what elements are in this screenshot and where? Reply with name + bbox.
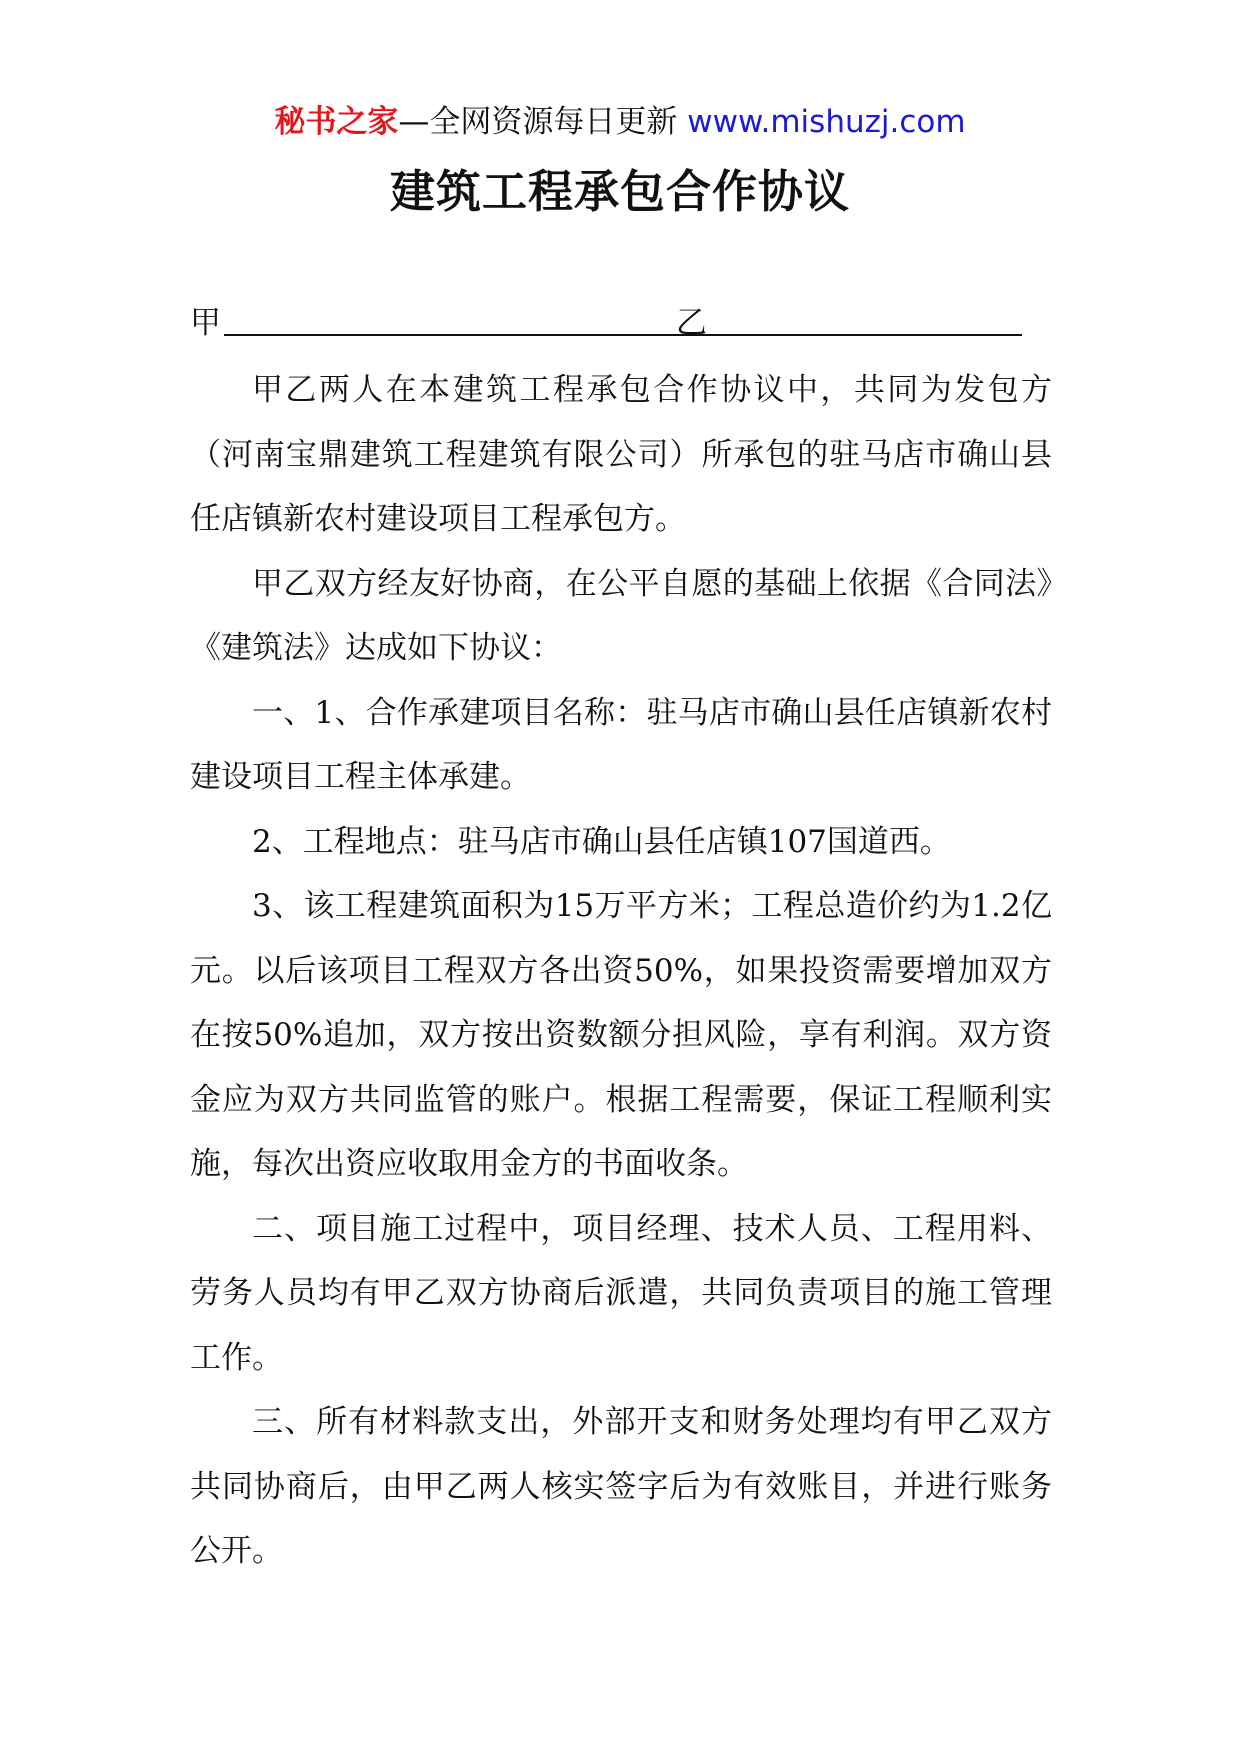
paragraph-clause-1-1: 一、1、合作承建项目名称：驻马店市确山县任店镇新农村建设项目工程主体承建。: [190, 694, 1052, 795]
paragraph-clause-2: 二、项目施工过程中，项目经理、技术人员、工程用料、劳务人员均有甲乙双方协商后派遣，共同负责项目的施工管理工作。: [190, 1210, 1052, 1376]
party-a-label: 甲: [190, 305, 221, 341]
paragraph-intro: 甲乙两人在本建筑工程承包合作协议中，共同为发包方（河南宝鼎建筑工程建筑有限公司）所承包的驻马店市确山县任店镇新农村建设项目工程承包方。: [190, 372, 1052, 537]
party-signature-row: [190, 298, 1070, 348]
document-body: [190, 358, 1052, 1584]
party-b-blank-line: [706, 334, 1022, 336]
banner-slogan: —全网资源每日更新: [398, 104, 688, 140]
paragraph-clause-1-3: 3、该工程建筑面积为15万平方米；工程总造价约为1.2亿元。以后该项目工程双方各出资50%，如果投资需要增加双方在按50%追加，双方按出资数额分担风险，享有利润。双方资金应为双方共同监管的账户。根据工程需要，保证工程顺利实施，每次出资应收取用金方的书面收条。: [190, 888, 1052, 1182]
document-title: 建筑工程承包合作协议: [389, 165, 850, 218]
banner-url-link[interactable]: www.mishuzj.com: [687, 104, 966, 140]
banner-brand: 秘书之家: [274, 104, 399, 140]
paragraph-clause-1-2: 2、工程地点：驻马店市确山县任店镇107国道西。: [252, 823, 951, 860]
site-banner: [0, 102, 1240, 142]
paragraph-basis: 甲乙双方经友好协商，在公平自愿的基础上依据《合同法》《建筑法》达成如下协议：: [190, 565, 1052, 666]
paragraph-clause-3: 三、所有材料款支出，外部开支和财务处理均有甲乙双方共同协商后，由甲乙两人核实签字后为有效账目，并进行账务公开。: [190, 1404, 1052, 1569]
party-b-label: 乙: [676, 305, 707, 341]
